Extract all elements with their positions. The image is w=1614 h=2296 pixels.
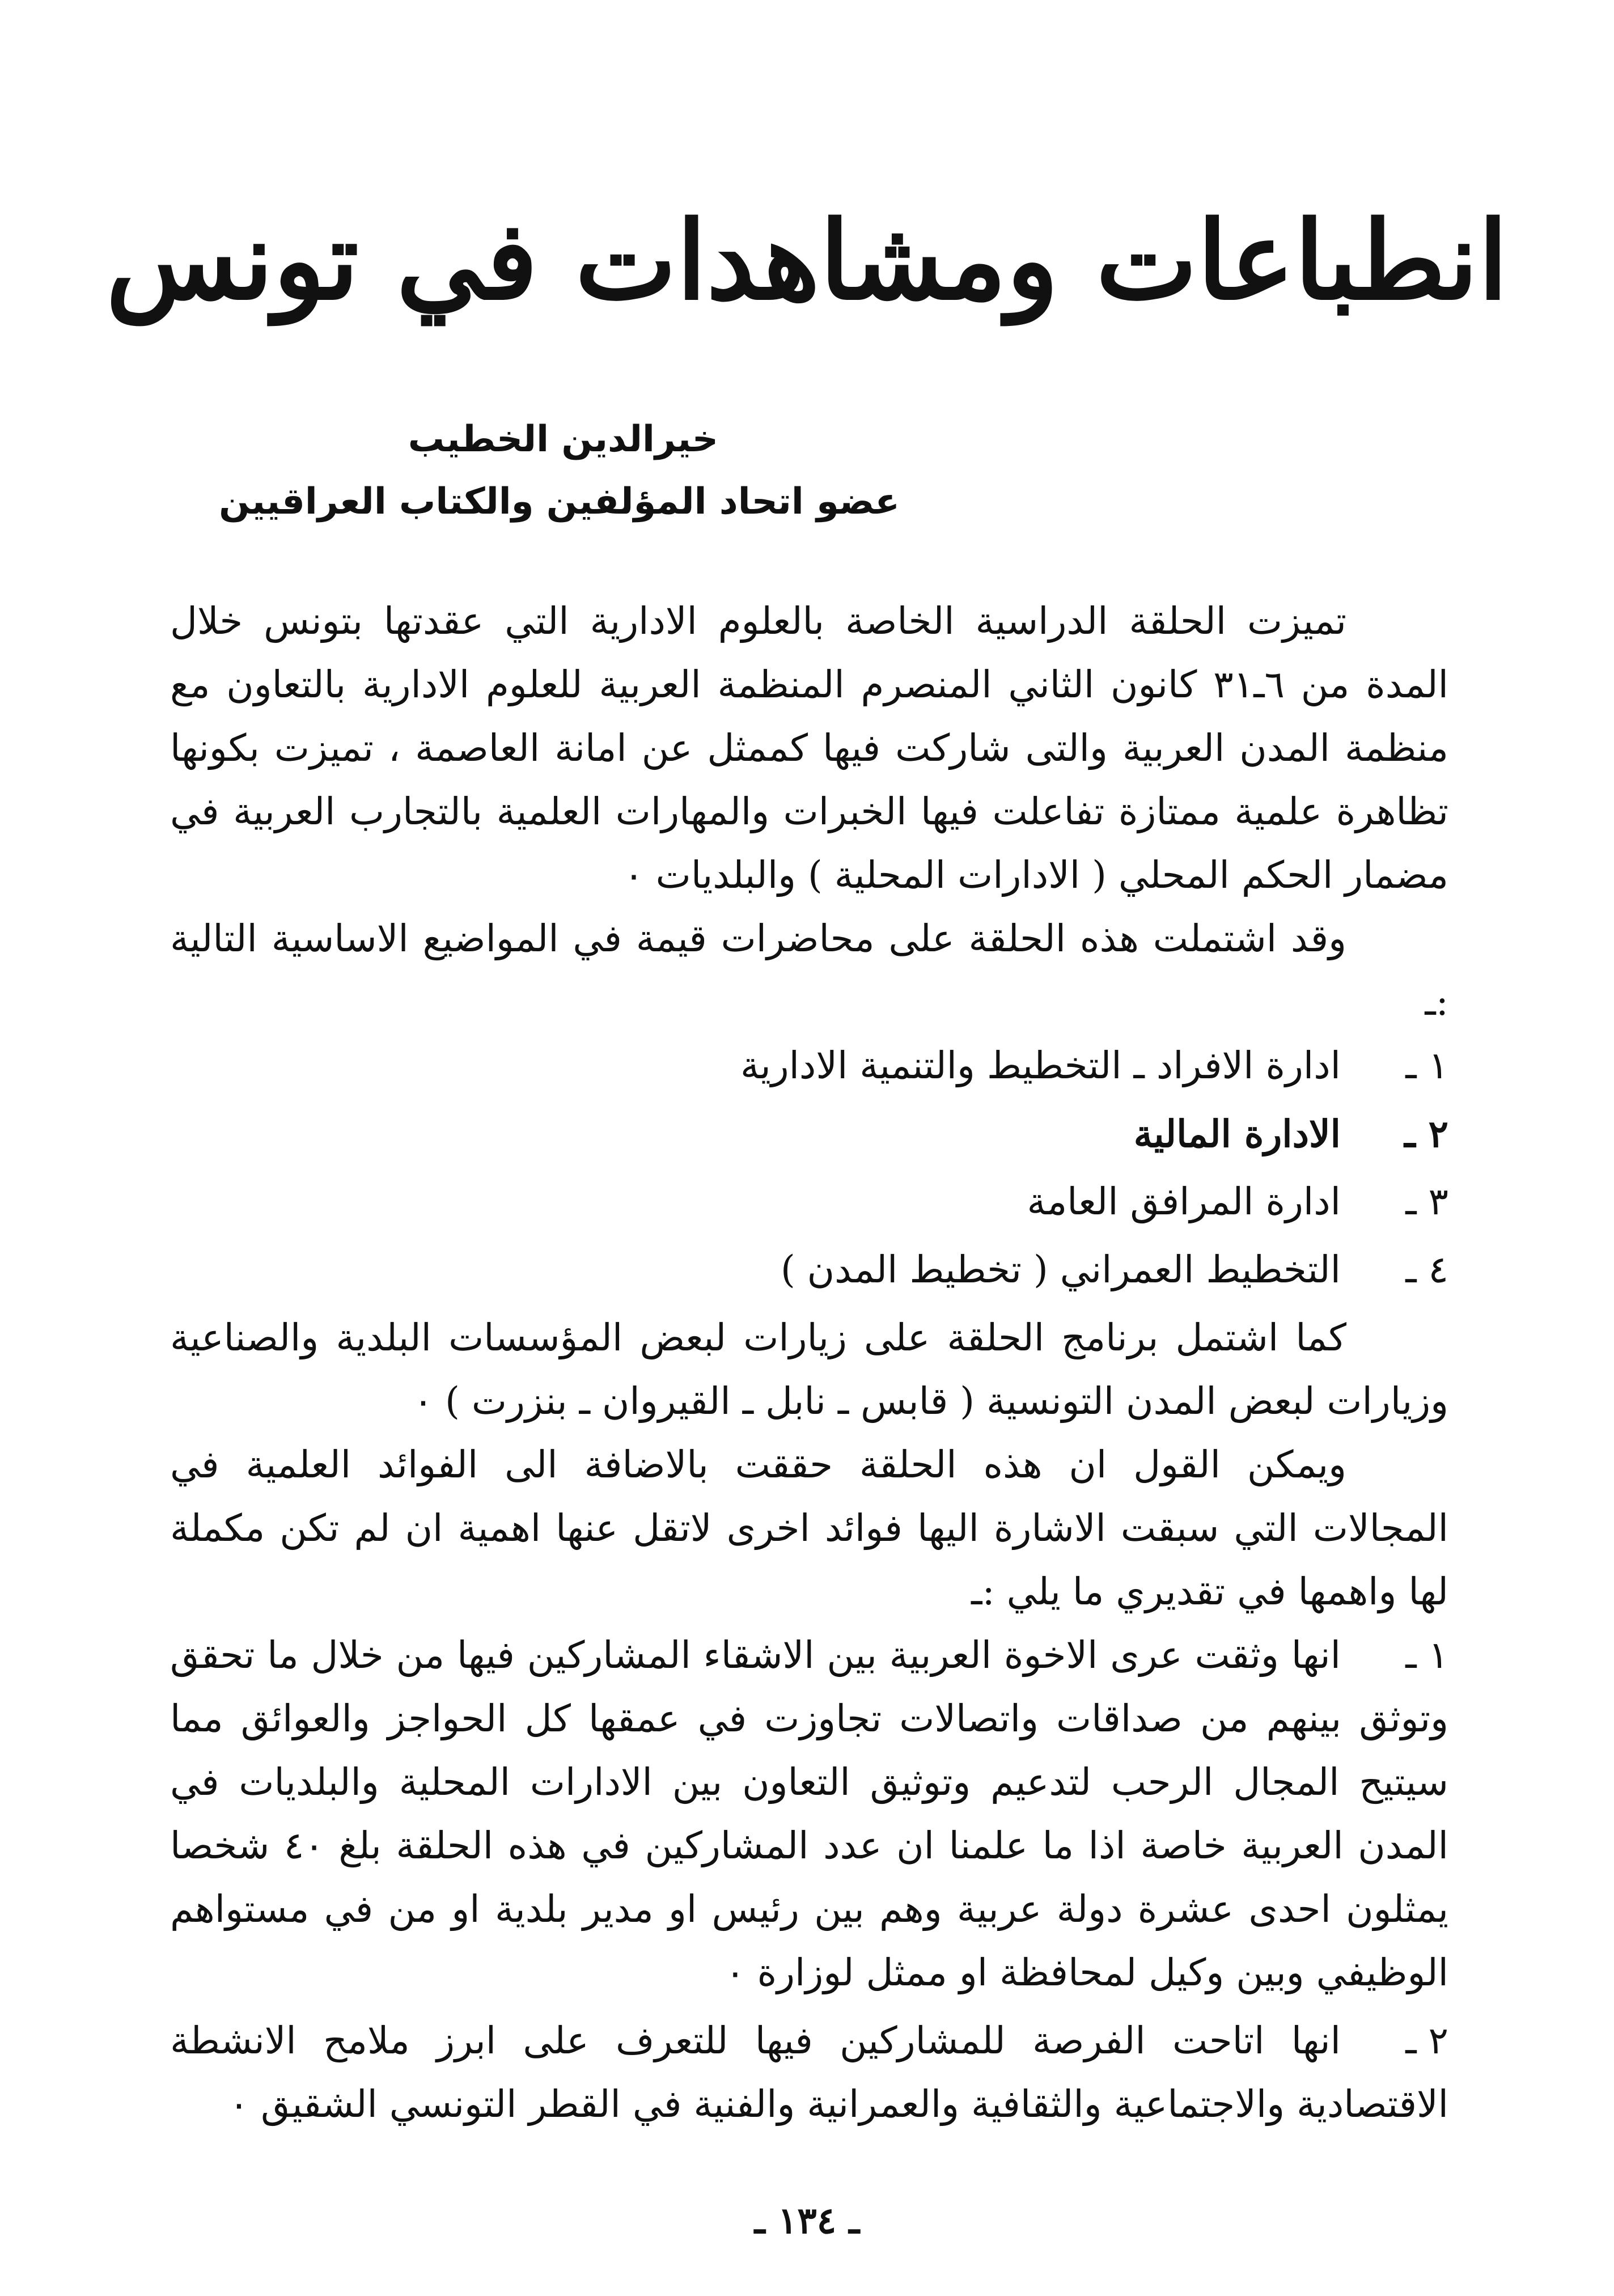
list-item-number: ٣ ـ — [1405, 1180, 1448, 1223]
list-item-text: ادارة المرافق العامة — [1027, 1180, 1341, 1223]
list-item-text: ادارة الافراد ـ التخطيط والتنمية الادارية — [740, 1044, 1341, 1087]
page-number: ـ ١٣٤ ـ — [754, 2200, 860, 2242]
list-item — [170, 1624, 1448, 2005]
list-item-number: ٤ ـ — [1405, 1248, 1448, 1291]
list-item-text: انها اتاحت الفرصة للمشاركين فيها للتعرف على ابرز ملامح الانشطة الاقتصادية والاجتماعية والثقافية والعمرانية والفنية في القطر التونسي الشقيق ٠ — [170, 2019, 1448, 2126]
list-item — [170, 2009, 1448, 2136]
topics-list — [170, 1034, 1448, 1302]
article-title: انطباعات ومشاهدات في تونس — [105, 197, 1509, 324]
list-item — [170, 1238, 1448, 1302]
benefits-intro-paragraph: ويمكن القول ان هذه الحلقة حققت بالاضافة الى الفوائد العلمية في المجالات التي سبقت الاشارة اليها فوائد اخرى لاتقل عنها اهمية ان لم تكن مكملة لها واهمها في تقديري ما يلي :ـ — [170, 1443, 1448, 1613]
intro-paragraph: تميزت الحلقة الدراسية الخاصة بالعلوم الادارية التي عقدتها بتونس خلال المدة من ٦ـ٣١ كانون الثاني المنصرم المنظمة العربية للعلوم الادارية بالتعاون مع منظمة المدن العربية والتى شاركت فيها كممثل عن امانة العاصمة ، تميزت بكونها تظاهرة علمية ممتازة تفاعلت فيها الخبرات والمهارات العلمية بالتجارب العربية في مضمار الحكم المحلي ( الادارات المحلية ) والبلديات ٠ — [170, 599, 1448, 897]
topics-intro-paragraph: وقد اشتملت هذه الحلقة على محاضرات قيمة في المواضيع الاساسية التالية :ـ — [170, 917, 1448, 1024]
visits-paragraph: كما اشتمل برنامج الحلقة على زيارات لبعض المؤسسات البلدية والصناعية وزيارات لبعض المدن التونسية ( قابس ـ نابل ـ القيروان ـ بنزرت ) ٠ — [170, 1316, 1448, 1423]
author-name: خيرالدين الخطيب — [408, 418, 718, 460]
list-item-number: ٢ ـ — [1404, 1112, 1448, 1156]
list-item — [170, 1102, 1448, 1166]
list-item-number: ٢ ـ — [1405, 2019, 1448, 2062]
list-item-text: انها وثقت عرى الاخوة العربية بين الاشقاء المشاركين فيها من خلال ما تحقق وتوثق بينهم من صداقات واتصالات تجاوزت في عمقها كل الحواجز والعوائق مما سيتيح المجال الرحب لتدعيم وتوثيق التعاون بين الادارات المحلية والبلديات في المدن العربية خاصة اذا ما علمنا ان عدد المشاركين في هذه الحلقة بلغ ٤٠ شخصا يمثلون احدى عشرة دولة عربية وهم بين رئيس او مدير بلدية او من في مستواهم الوظيفي وبين وكيل لمحافظة او ممثل لوزارة ٠ — [170, 1633, 1448, 1994]
article-body — [170, 590, 1448, 2141]
list-item-number: ١ ـ — [1405, 1044, 1448, 1087]
author-role: عضو اتحاد المؤلفين والكتاب العراقيين — [219, 481, 900, 523]
list-item-text: الادارة المالية — [1133, 1112, 1341, 1156]
author-byline — [219, 408, 900, 533]
list-item — [170, 1170, 1448, 1234]
benefits-list — [170, 1624, 1448, 2136]
list-item-number: ١ ـ — [1405, 1633, 1448, 1677]
list-item — [170, 1034, 1448, 1098]
list-item-text: التخطيط العمراني ( تخطيط المدن ) — [780, 1248, 1341, 1291]
